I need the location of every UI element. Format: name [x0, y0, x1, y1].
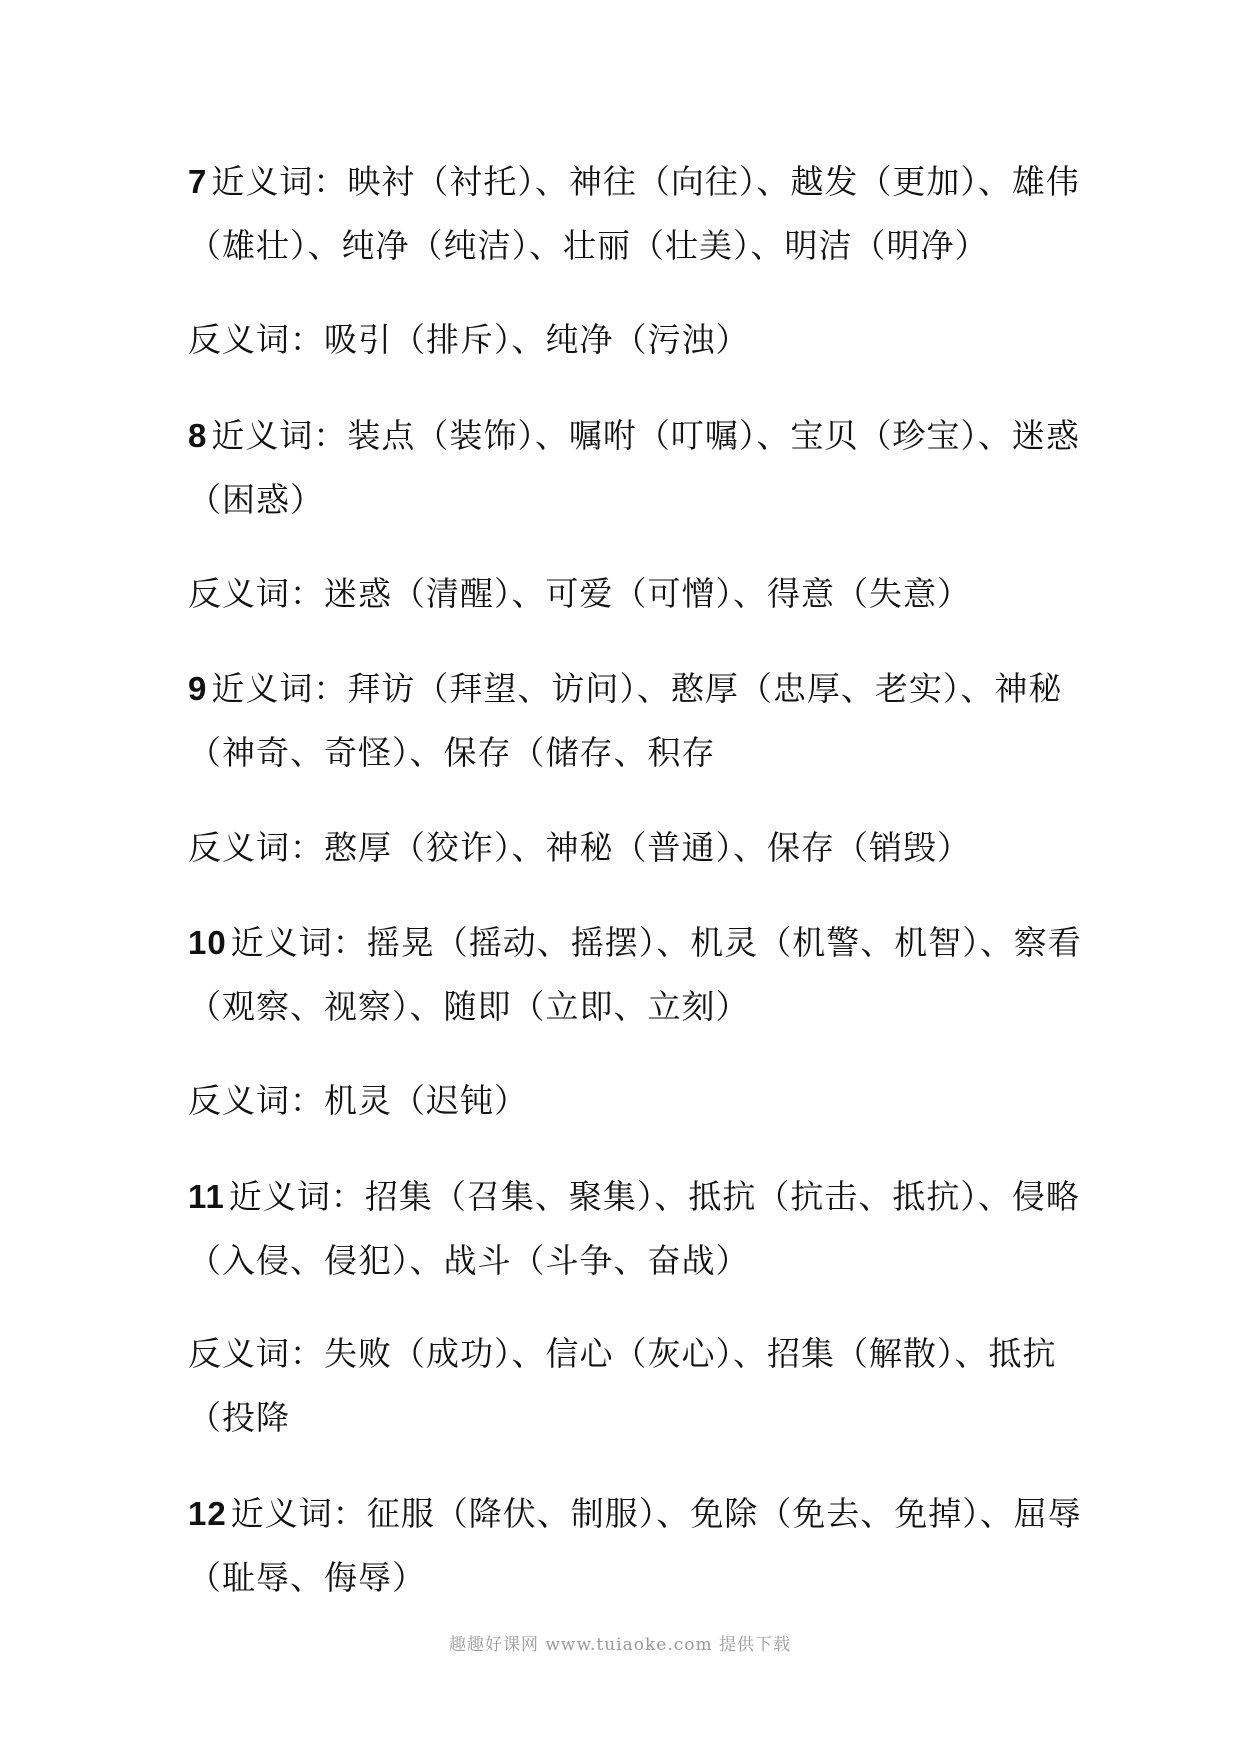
entry-7-antonyms [188, 308, 1113, 372]
entry-number: 7 [188, 163, 208, 200]
entry-11-synonyms [188, 1165, 1113, 1293]
synonyms-label: 近义词： [230, 1494, 367, 1533]
synonyms-text: 征服（降伏、制服）、免除（免去、免掉）、屈辱（耻辱、侮辱） [188, 1494, 1082, 1597]
synonyms-text: 摇晃（摇动、摇摆）、机灵（机警、机智）、察看（观察、视察）、随即（立即、立刻） [188, 923, 1082, 1026]
antonyms-text: 机灵（迟钝） [324, 1081, 528, 1120]
synonyms-text: 映衬（衬托）、神往（向往）、越发（更加）、雄伟（雄壮）、纯净（纯洁）、壮丽（壮美）、明洁（明净） [188, 162, 1080, 265]
antonyms-text: 憨厚（狡诈）、神秘（普通）、保存（销毁） [324, 828, 971, 867]
synonyms-label: 近义词： [211, 669, 348, 708]
entry-12-synonyms [188, 1482, 1113, 1610]
antonyms-label: 反义词： [188, 1334, 324, 1373]
entry-8-synonyms [188, 404, 1113, 532]
synonyms-label: 近义词： [228, 1177, 365, 1216]
synonyms-text: 装点（装饰）、嘱咐（叮嘱）、宝贝（珍宝）、迷惑（困惑） [188, 416, 1080, 519]
entry-8-antonyms [188, 562, 1113, 626]
synonyms-text: 招集（召集、聚集）、抵抗（抗击、抵抗）、侵略（入侵、侵犯）、战斗（斗争、奋战） [188, 1177, 1080, 1280]
antonyms-label: 反义词： [188, 828, 324, 867]
synonyms-label: 近义词： [230, 923, 367, 962]
entry-number: 11 [188, 1178, 225, 1215]
antonyms-text: 吸引（排斥）、纯净（污浊） [324, 320, 750, 359]
entry-10-synonyms [188, 911, 1113, 1039]
antonyms-label: 反义词： [188, 1081, 324, 1120]
synonyms-label: 近义词： [211, 416, 348, 455]
entry-number: 8 [188, 417, 208, 454]
antonyms-label: 反义词： [188, 320, 324, 359]
entry-number: 12 [188, 1495, 227, 1532]
entry-7-synonyms [188, 150, 1113, 278]
antonyms-text: 失败（成功）、信心（灰心）、招集（解散）、抵抗（投降 [188, 1334, 1057, 1437]
entry-11-antonyms [188, 1322, 1113, 1450]
entry-number: 9 [188, 670, 208, 707]
antonyms-label: 反义词： [188, 574, 324, 613]
synonyms-text: 拜访（拜望、访问）、憨厚（忠厚、老实）、神秘（神奇、奇怪）、保存（储存、积存 [188, 669, 1063, 772]
entry-9-antonyms [188, 816, 1113, 880]
entry-9-synonyms [188, 657, 1113, 785]
antonyms-text: 迷惑（清醒）、可爱（可憎）、得意（失意） [324, 574, 971, 613]
entry-number: 10 [188, 924, 227, 961]
page-footer: 趣趣好课网 www.tuiaoke.com 提供下载 [448, 1635, 792, 1655]
synonyms-label: 近义词： [211, 162, 348, 201]
entry-10-antonyms [188, 1069, 1113, 1133]
